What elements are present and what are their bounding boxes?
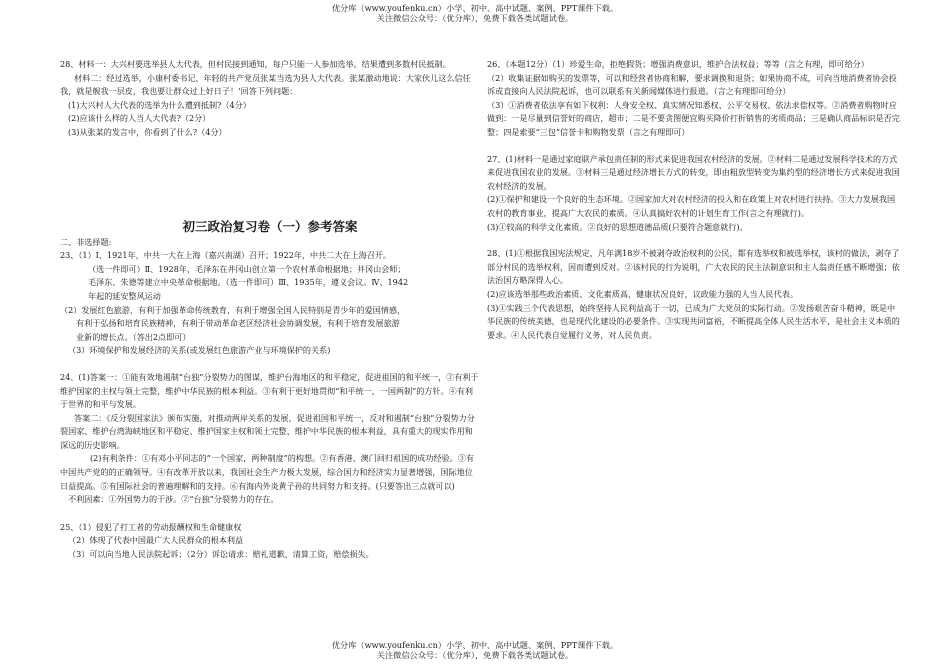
- q27-part-1: 27、(1)材料一是通过家庭联产承包责任制的形式来促进我国农村经济的发展。②材料二是通过发展科学技术的方式来促进我国农业的发展。③材料三是通过经济增长方式的转变，即由粗放型转变为集约型的经济增长方式来促进我国农村经济的发展。: [487, 153, 900, 191]
- q27-part-3: (3)①较高的科学文化素质。②良好的思想道德品质(只要符合题意就行)。: [487, 221, 748, 232]
- q23-line-4: 年起的延安整风运动: [88, 290, 161, 301]
- q28-question-2: (2)应该什么样的人当人大代表?（2分）: [68, 113, 211, 124]
- q24-answer-1: 24、(1)答案一：①能有效地遏制“台独”分裂势力的图谋，维护台海地区的和平稳定，促进祖国的和平统一，②有利于维护国家的主权与领土完整，维护中华民族的根本利益。③有利于更好地贯彻“和平统一，一国两制”的方针。④有利于世界的和平与发展。: [60, 371, 479, 410]
- q24-unfavorable: 不利因素：①外国势力的干涉。②“台独”分裂势力的存在。: [68, 494, 279, 505]
- q24-favorable: (2)有利条件：①有邓小平同志的“一个国家，两种制度”的构想。②有香港、澳门回归祖国的成功经验。③有中国共产党的的正确领导。④有改革开放以来，我国社会生产力极大发展，综合国力和经济实力显著增强，国际地位日益提高。⑤有国际社会的普遍理解和的支持。⑥有海内外炎黄子孙的共同努力和支持。(只要答出三点就可以): [60, 453, 474, 491]
- q23-line-3: 毛泽东、朱德等建立中央革命根据地。（选一件即可）Ⅲ、1935年，遵义会议。Ⅳ、1942: [88, 277, 409, 288]
- q23-line-7: 业新的增长点。（答出2点即可）: [76, 331, 191, 342]
- q26-part-1: 26、（本题12分）（1）珍爱生命，拒绝假货；增强消费意识，维护合法权益；等等（言之有理，即可给分）: [487, 59, 869, 69]
- page-footer: [0, 640, 950, 660]
- q25-line-2: （2）体现了代表中国最广大人民群众的根本利益: [68, 535, 244, 546]
- q25-line-3: （3）可以向当地人民法院起诉；（2分）诉讼请求：赔礼道歉，清算工资，赔偿损失。: [68, 549, 374, 560]
- q23-line-1: 23、（1）Ⅰ、1921年，中共一大在上海（嘉兴南湖）召开；1922年，中共二大在上海召开。: [60, 250, 391, 261]
- q28-question-3: (3)从张某的发言中，你看到了什么?（4分）: [68, 126, 227, 137]
- page-header: [0, 3, 950, 23]
- footer-line-1: 优分库（www.youfenku.cn）小学、初中、高中试题、案例、PPT课件下载。: [331, 640, 619, 650]
- q28-answer-2: (2)应该选举那些政治素质、文化素质高，健康状况良好，议政能力强的人当人民代表。: [487, 288, 798, 299]
- q28-answer-1: 28、(1)①根据我国宪法规定，凡年满18岁不被剥夺政治权利的公民，都有选举权和被选举权，该村的做法，剥夺了部分村民的选举权利，因而遭到反对。②该村民的行为说明，广大农民的民主法制意识和主人翁责任感不断增强；依法治国方略深得人心。: [487, 248, 900, 286]
- q23-line-6: 有利于弘扬和培育民族精神，有利于带动革命老区经济社会协调发展，有利于培育发展旅游: [76, 318, 400, 329]
- q27-part-2: (2)①保护和建设一个良好的生态环境。②国家加大对农村经济的投入和在政策上对农村进行扶持。③大力发展我国农村的教育事业，提高广大农民的素质。④认真搞好农村的计划生育工作(言之有理就行)。: [487, 194, 896, 218]
- answer-title: 初三政治复习卷（一）参考答案: [182, 218, 358, 234]
- q24-answer-2: 答案二：《反分裂国家法》颁布实施，对推动两岸关系的发展，促进祖国和平统一，反对和遏制“台独”分裂势力分裂国家、维护台湾海峡地区和平稳定、维护国家主权和领土完整、维护中华民族的根本利益，具有重大的现实作用和深远的历史影响。: [60, 412, 475, 450]
- section-heading: 二、非选择题:: [60, 236, 112, 247]
- q28-question-1: (1)大兴村人大代表的选举为什么遭到抵制?（4分）: [68, 99, 251, 110]
- q26-part-3: （3）①消费者依法享有如下权利：人身安全权、真实情况知悉权、公平交易权、依法求偿权等。②消费者购物时应做到：一是尽量到信誉好的商店，超市；二是不要贪图便宜购买降价打折销售的劣质商品；三是确认商品标识是否完整；四是索要“三包”信誉卡和购物发票（言之有理即可）: [487, 99, 900, 137]
- header-line-1: 优分库（www.youfenku.cn）小学、初中、高中试题、案例、PPT课件下载。: [331, 3, 619, 13]
- left-column: [60, 58, 480, 562]
- q25-line-1: 25、（1）侵犯了打工者的劳动报酬权和生命健康权: [60, 521, 242, 532]
- footer-line-2: 关注微信公众号：（优分库），免费下载各类试题试卷。: [376, 650, 574, 660]
- q28-material-2: 材料二：经过选举，小康村委书记、年轻的共产党员张某当选为县人大代表。张某激动地说：大家伙儿这么信任我，就是舰我一层皮，我也要让群众过上好日子！’回答下列问题：: [60, 72, 471, 97]
- q23-line-2: （选一件即可）Ⅱ、1928年，毛泽东在井冈山创立第一个农村革命根据地；井冈山会师；: [88, 263, 406, 274]
- q28-answer-3: (3)①实践三个代表思想，始终坚持人民利益高于一切，已成为广大党员的实际行动。②发扬艰苦奋斗精神，既是中华民族的传统美德，也是现代化建设的必要条件。③实现共同富裕，不断提高全体人民生活水平，是社会主义本质的要求。④人民代表自觉履行义务，对人民负责。: [487, 302, 900, 340]
- q23-line-8: （3）环境保护和发展经济的关系(或发展红色旅游产业与环境保护的关系): [68, 345, 331, 356]
- right-column: [487, 58, 902, 342]
- q26-part-2: （2）收集证据如购买的发票等，可以和经营者协商和解，要求调换和退货；如果协商不成，可向当地消费者协会投诉或直接向人民法院起诉，也可以联系有关新闻媒体进行报道。（言之有理即可给分）: [487, 72, 897, 97]
- q28-intro: 28、材料一：大兴村要选举县人大代表，但村民接到通知，每户只能一人参加选举。结果遭到多数村民抵制。: [60, 59, 451, 69]
- q23-line-5: （2）发展红色旅游，有利于加强革命传统教育，有利于增强全国人民特别是青少年的爱国情感，: [60, 304, 406, 315]
- header-line-2: 关注微信公众号：（优分库），免费下载各类试题试卷。: [376, 13, 574, 23]
